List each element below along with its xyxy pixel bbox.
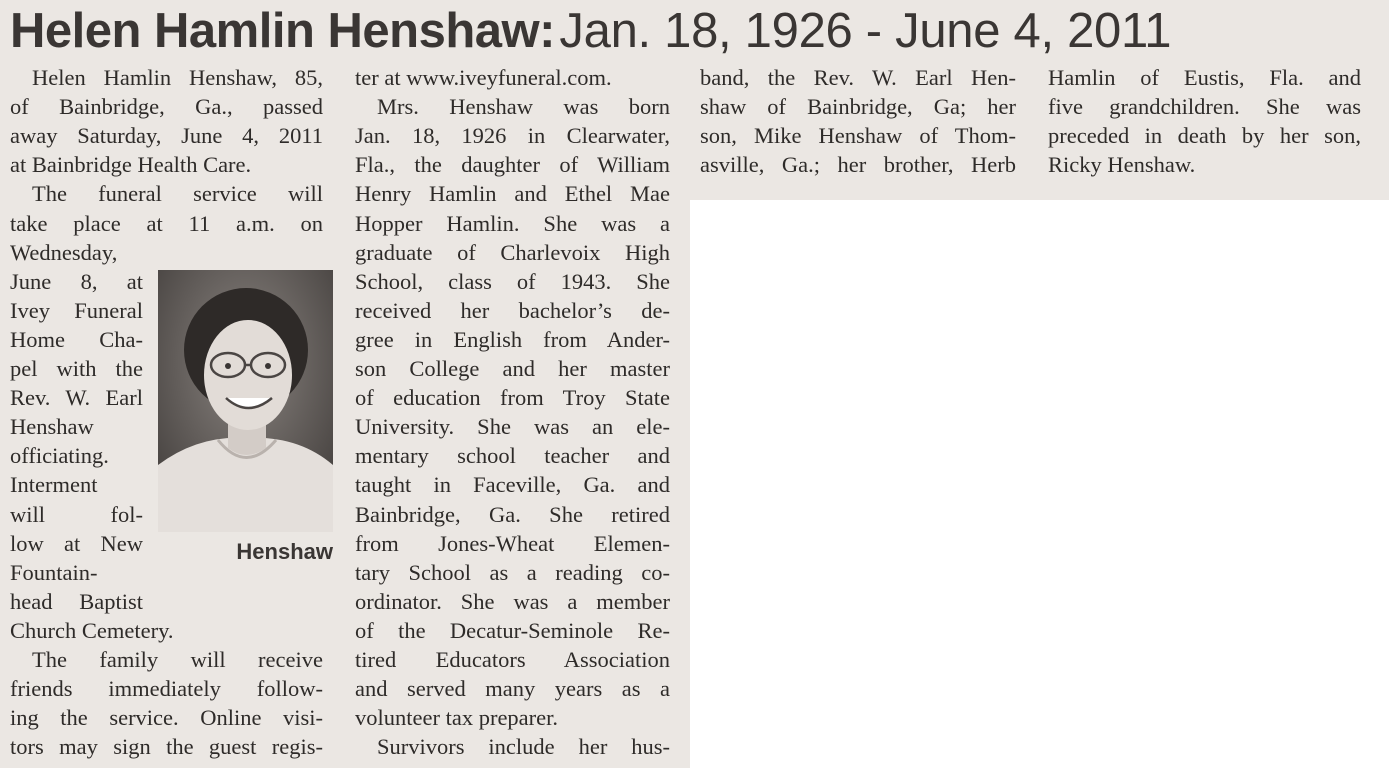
text-line: head Baptist (10, 588, 143, 614)
text-line: ordinator. She was a member (355, 588, 670, 614)
text-line: of the Decatur-Seminole Re- (355, 617, 670, 643)
text-line: ing the service. Online visi- (10, 705, 323, 731)
text-line: taught in Faceville, Ga. and (355, 472, 670, 498)
text-line: band, the Rev. W. Earl Hen- (700, 65, 1016, 90)
photo-caption: Henshaw (236, 539, 333, 564)
text-line: friends immediately follow- (10, 676, 323, 702)
text-line: of Bainbridge, Ga., passed (10, 94, 323, 120)
headline-dates: Jan. 18, 1926 - June 4, 2011 (559, 4, 1172, 58)
text-line: son College and her master (355, 356, 670, 381)
text-line: June 8, at (10, 268, 143, 294)
text-line: tired Educators Association (355, 647, 670, 672)
text-line: tors may sign the guest regis- (10, 734, 323, 760)
text-line: preceded in death by her son, (1048, 123, 1361, 149)
text-line: from Jones-Wheat Elemen- (355, 530, 670, 556)
text-line: son, Mike Henshaw of Thom- (700, 123, 1016, 149)
text-line: take place at 11 a.m. on (10, 210, 323, 236)
text-line: Home Cha- (10, 326, 143, 352)
text-line: volunteer tax preparer. (355, 705, 559, 731)
text-line: Fla., the daughter of William (355, 152, 670, 178)
text-line: graduate of Charlevoix High (355, 239, 670, 265)
portrait-photo (158, 270, 333, 532)
text-line: The funeral service will (32, 181, 323, 207)
text-line: pel with the (10, 356, 143, 381)
text-line: at Bainbridge Health Care. (10, 152, 252, 178)
text-line: University. She was an ele- (355, 414, 670, 440)
text-line: Ivey Funeral (10, 297, 143, 323)
text-line: Church Cemetery. (10, 617, 174, 643)
text-line: asville, Ga.; her brother, Herb (700, 152, 1016, 178)
text-line: Hamlin of Eustis, Fla. and (1048, 65, 1361, 90)
text-line: Interment (10, 472, 98, 498)
text-line: Bainbridge, Ga. She retired (355, 501, 670, 527)
text-line: will fol- (10, 501, 143, 527)
text-line: Helen Hamlin Henshaw, 85, (32, 65, 323, 90)
text-line: tary School as a reading co- (355, 559, 670, 585)
text-line: ter at www.iveyfuneral.com. (355, 65, 612, 90)
text-line: away Saturday, June 4, 2011 (10, 123, 323, 149)
text-line: Jan. 18, 1926 in Clearwater, (355, 123, 670, 149)
obituary-headline (10, 0, 1171, 62)
text-line: and served many years as a (355, 676, 670, 702)
headline-name: Helen Hamlin Henshaw: (10, 4, 555, 58)
text-line: Henry Hamlin and Ethel Mae (355, 181, 670, 207)
text-line: The family will receive (32, 647, 323, 672)
text-line: Fountain- (10, 559, 98, 585)
text-line: gree in English from Ander- (355, 326, 670, 352)
text-line: Hopper Hamlin. She was a (355, 210, 670, 236)
text-line: Mrs. Henshaw was born (377, 94, 670, 120)
text-line: received her bachelor’s de- (355, 297, 670, 323)
text-line: Survivors include her hus- (377, 734, 670, 760)
text-line: of education from Troy State (355, 385, 670, 411)
text-line: School, class of 1943. She (355, 268, 670, 294)
text-line: low at New (10, 530, 143, 556)
text-line: officiating. (10, 443, 109, 469)
text-line: Rev. W. Earl (10, 385, 143, 411)
text-line: Wednesday, (10, 239, 118, 265)
text-line: Ricky Henshaw. (1048, 152, 1196, 178)
text-line: five grandchildren. She was (1048, 94, 1361, 120)
text-line: shaw of Bainbridge, Ga; her (700, 94, 1016, 120)
text-line: mentary school teacher and (355, 443, 670, 469)
text-line: Henshaw (10, 414, 94, 440)
portrait-image (158, 270, 333, 532)
